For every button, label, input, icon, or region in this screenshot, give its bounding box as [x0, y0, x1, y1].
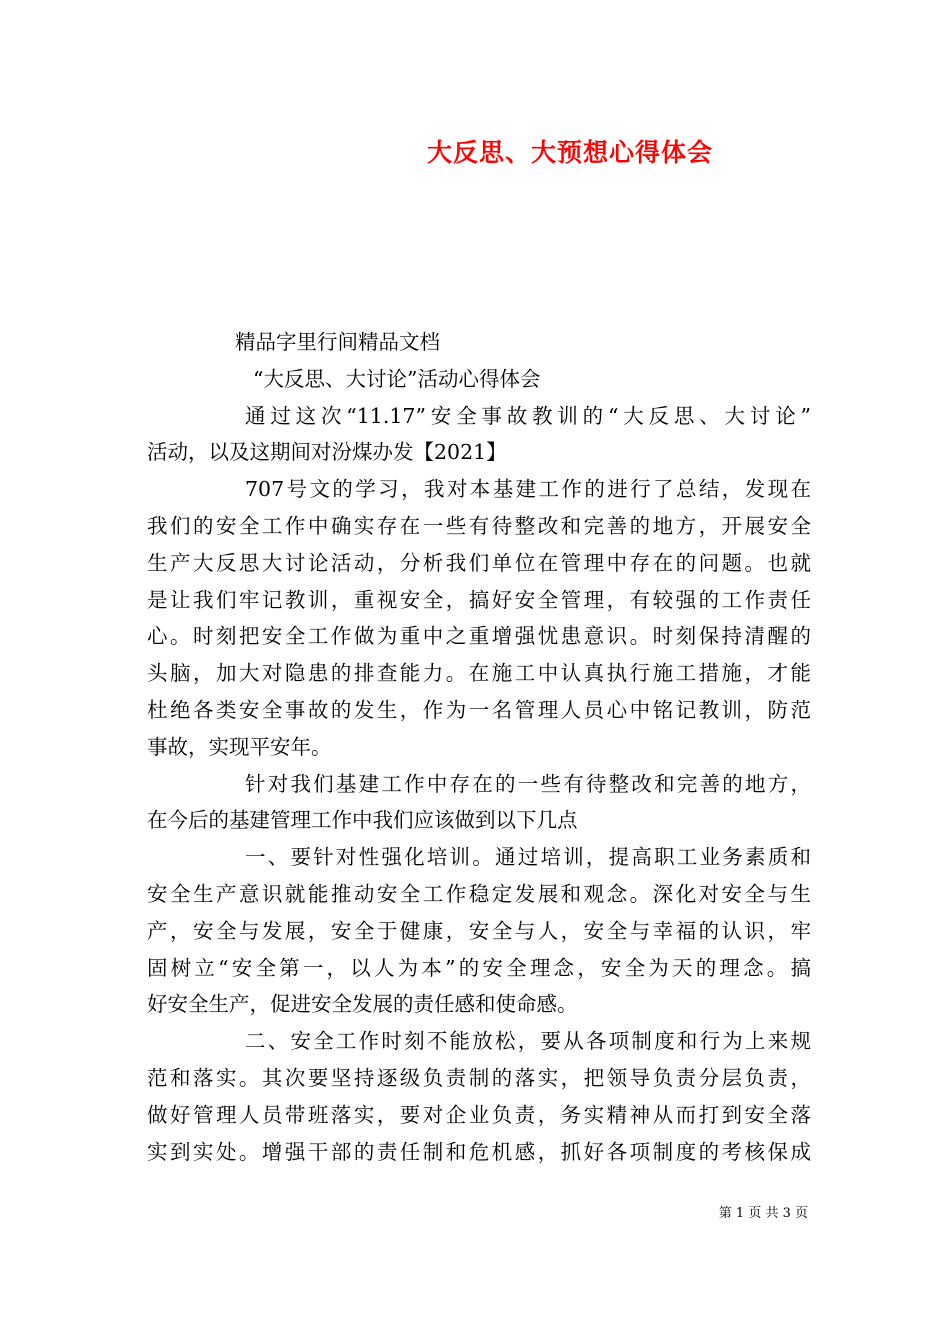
line-text: 范和落实。其次要坚持逐级负责制的落实，把领导负责分层负责，: [147, 1065, 811, 1090]
body-line: [147, 692, 811, 729]
line-text: 固树立“安全第一，以人为本”的安全理念，安全为天的理念。搞: [147, 955, 811, 980]
body-line: [147, 508, 811, 545]
body-line: [147, 324, 811, 361]
line-text: 安全生产意识就能推动安全工作稳定发展和观念。深化对安全与生: [147, 881, 811, 906]
body-line: [147, 361, 811, 398]
body-line: [147, 729, 811, 766]
body-line: [147, 839, 811, 876]
line-text: 产，安全与发展，安全于健康，安全与人，安全与幸福的认识，牢: [147, 918, 811, 943]
body-line: [147, 545, 811, 582]
line-text: 在今后的基建管理工作中我们应该做到以下几点: [147, 808, 578, 833]
line-text: 好安全生产，促进安全发展的责任感和使命感。: [147, 992, 578, 1017]
body-line: [147, 618, 811, 655]
body-line: [147, 1023, 811, 1060]
body-line: [147, 471, 811, 508]
page-number: 第 1 页 共 3 页: [718, 1206, 808, 1221]
body-line: [147, 1060, 811, 1097]
line-text: 通过这次“11.17”安全事故教训的“大反思、大讨论”: [245, 403, 811, 428]
line-text: 针对我们基建工作中存在的一些有待整改和完善的地方，: [245, 771, 811, 796]
line-text: 活动，以及这期间对汾煤办发【2021】: [147, 440, 507, 465]
line-text: 二、安全工作时刻不能放松，要从各项制度和行为上来规: [245, 1029, 811, 1054]
line-text: 心。时刻把安全工作做为重中之重增强忧患意识。时刻保持清醒的: [147, 624, 811, 649]
body-line: [147, 802, 811, 839]
line-text: 我们的安全工作中确实存在一些有待整改和完善的地方，开展安全: [147, 513, 811, 538]
body-line: [147, 582, 811, 619]
body-line: [147, 766, 811, 803]
document-title: 大反思、大预想心得体会: [426, 138, 713, 167]
document-body: [147, 324, 811, 1170]
line-text: 杜绝各类安全事故的发生，作为一名管理人员心中铭记教训，防范: [147, 697, 811, 722]
line-text: 事故，实现平安年。: [147, 734, 332, 759]
body-line: [147, 1134, 811, 1171]
line-text: 707号文的学习，我对本基建工作的进行了总结，发现在: [245, 477, 811, 502]
line-text: 生产大反思大讨论活动，分析我们单位在管理中存在的问题。也就: [147, 550, 811, 575]
body-line: [147, 655, 811, 692]
line-text: 精品字里行间精品文档: [235, 330, 440, 354]
body-line: [147, 876, 811, 913]
line-text: 实到实处。增强干部的责任制和危机感，抓好各项制度的考核保成: [147, 1139, 811, 1164]
body-line: [147, 950, 811, 987]
body-line: [147, 434, 811, 471]
line-text: 一、要针对性强化培训。通过培训，提高职工业务素质和: [245, 845, 811, 870]
line-text: 做好管理人员带班落实，要对企业负责，务实精神从而打到安全落: [147, 1102, 811, 1127]
body-line: [147, 913, 811, 950]
body-line: [147, 1097, 811, 1134]
line-text: “大反思、大讨论”活动心得体会: [253, 366, 541, 391]
line-text: 是让我们牢记教训，重视安全，搞好安全管理，有较强的工作责任: [147, 587, 811, 612]
line-text: 头脑，加大对隐患的排查能力。在施工中认真执行施工措施，才能: [147, 661, 811, 686]
body-line: [147, 986, 811, 1023]
body-line: [147, 398, 811, 435]
